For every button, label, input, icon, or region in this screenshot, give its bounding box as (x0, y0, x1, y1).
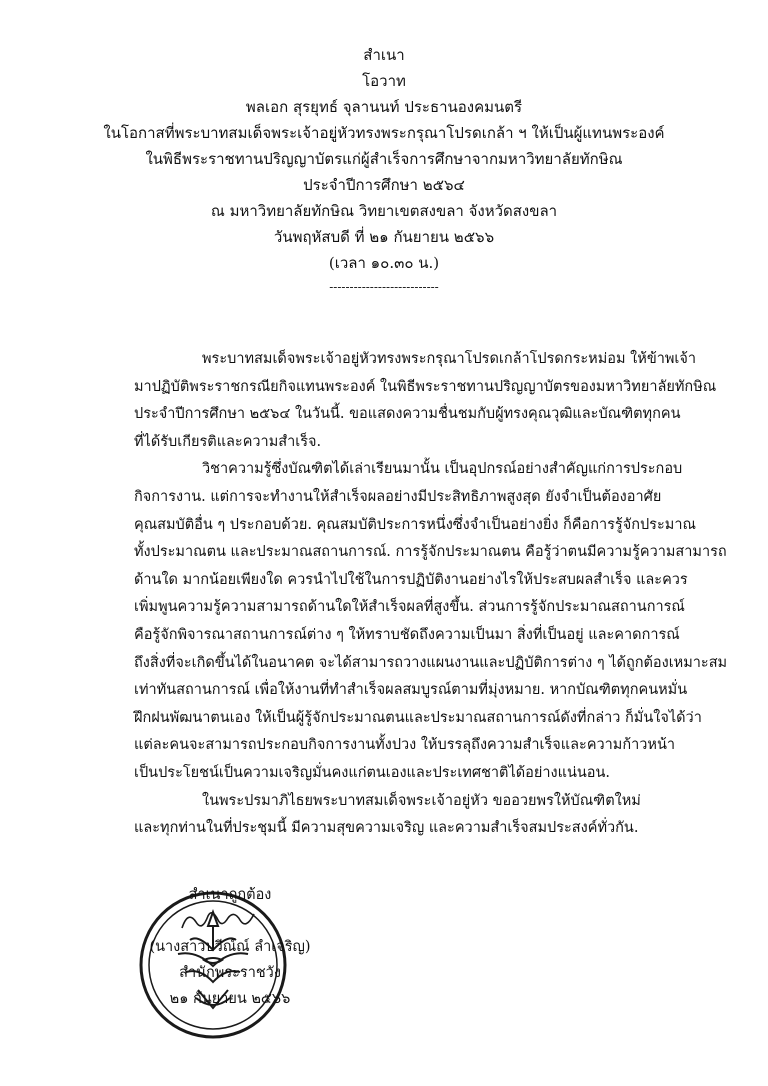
paragraph-line: ที่ได้รับเกียรติและความสำเร็จ. (134, 433, 322, 450)
paragraph-line: เท่าทันสถานการณ์ เพื่อให้งานที่ทำสำเร็จผลสมบูรณ์ตามที่มุ่งหมาย. หากบัณฑิตทุกคนหมั่น (134, 682, 688, 699)
paragraph-line: พระบาทสมเด็จพระเจ้าอยู่หัวทรงพระกรุณาโปรดเกล้าโปรดกระหม่อม ให้ข้าพเจ้า (202, 351, 697, 367)
certification-text (120, 882, 340, 1012)
paragraph-line: ถึงสิ่งที่จะเกิดขึ้นได้ในอนาคต จะได้สามารถวางแผนงานและปฏิบัติการต่าง ๆ ได้ถูกต้องเหมาะสม (134, 654, 728, 671)
paragraph-line: ประจำปีการศึกษา ๒๕๖๔ ในวันนี้. ขอแสดงความชื่นชมกับผู้ทรงคุณวุฒิและบัณฑิตทุกคน (134, 406, 681, 423)
paragraph-line: กิจการงาน. แต่การจะทำงานให้สำเร็จผลอย่างมีประสิทธิภาพสูงสุด ยังจำเป็นต้องอาศัย (134, 488, 662, 505)
header-occasion: ในโอกาสที่พระบาทสมเด็จพระเจ้าอยู่หัวทรงพระกรุณาโปรดเกล้า ฯ ให้เป็นผู้แทนพระองค์ (103, 124, 665, 142)
certifier-name: (นางสาวปวีณ์ณ์ ลำเจริญ) (149, 939, 311, 955)
paragraph-line: ในพระปรมาภิไธยพระบาทสมเด็จพระเจ้าอยู่หัว ขออวยพรให้บัณฑิตใหม่ (202, 792, 641, 809)
paragraph-2 (134, 456, 728, 787)
certification-block (120, 882, 340, 1042)
speech-header (0, 42, 768, 294)
header-speaker: พลเอก สุรยุทธ์ จุลานนท์ ประธานองคมนตรี (245, 98, 523, 116)
paragraph-line: มาปฏิบัติพระราชกรณียกิจแทนพระองค์ ในพิธีพระราชทานปริญญาบัตรของมหาวิทยาลัยทักษิณ (134, 378, 717, 395)
header-date: วันพฤหัสบดี ที่ ๒๑ กันยายน ๒๕๖๖ (273, 228, 495, 246)
paragraph-line: คือรู้จักพิจารณาสถานการณ์ต่าง ๆ ให้ทราบชัดถึงความเป็นมา สิ่งที่เป็นอยู่ และคาดการณ์ (134, 626, 680, 643)
header-divider: --------------------------- (329, 280, 439, 294)
paragraph-line: เป็นประโยชน์เป็นความเจริญมั่นคงแก่ตนเองและประเทศชาติได้อย่างแน่นอน. (134, 764, 611, 781)
certification-date: ๒๑ กันยายน ๒๕๖๖ (169, 991, 291, 1007)
header-ceremony: ในพิธีพระราชทานปริญญาบัตรแก่ผู้สำเร็จการศึกษาจากมหาวิทยาลัยทักษิณ (145, 150, 623, 168)
paragraph-line: ด้านใด มากน้อยเพียงใด ควรนำไปใช้ในการปฏิบัติงานอย่างไรให้ประสบผลสำเร็จ และควร (134, 571, 688, 588)
paragraph-line: ฝึกฝนพัฒนาตนเอง ให้เป็นผู้รู้จักประมาณตนและประมาณสถานการณ์ดังที่กล่าว ก็มั่นใจได้ว่า (134, 709, 702, 726)
header-academic-year: ประจำปีการศึกษา ๒๕๖๔ (303, 176, 465, 194)
paragraph-line: แต่ละคนจะสามารถประกอบกิจการงานทั้งปวง ให้บรรลุถึงความสำเร็จและความก้าวหน้า (134, 737, 676, 754)
certifier-office: สำนักพระราชวัง (179, 965, 281, 981)
paragraph-line: คุณสมบัติอื่น ๆ ประกอบด้วย. คุณสมบัติประการหนึ่งซึ่งจำเป็นอย่างยิ่ง ก็คือการรู้จักประมาณ (134, 516, 696, 533)
header-time: (เวลา ๑๐.๓๐ น.) (328, 254, 440, 272)
paragraph-line: ทั้งประมาณตน และประมาณสถานการณ์. การรู้จักประมาณตน คือรู้ว่าตนมีความรู้ความสามารถ (134, 544, 727, 561)
paragraph-3 (134, 788, 694, 843)
header-speech-label: โอวาท (362, 72, 406, 90)
header-venue: ณ มหาวิทยาลัยทักษิณ วิทยาเขตสงขลา จังหวัดสงขลา (210, 202, 558, 220)
speech-body (134, 346, 728, 843)
paragraph-line: และทุกท่านในที่ประชุมนี้ มีความสุขความเจริญ และความสำเร็จสมประสงค์ทั่วกัน. (134, 820, 639, 837)
header-copy-label: สำเนา (363, 46, 405, 64)
paragraph-line: วิชาความรู้ซึ่งบัณฑิตได้เล่าเรียนมานั้น เป็นอุปกรณ์อย่างสำคัญแก่การประกอบ (202, 461, 683, 478)
signature-space (120, 908, 340, 934)
paragraph-line: เพิ่มพูนความรู้ความสามารถด้านใดให้สำเร็จผลที่สูงขึ้น. ส่วนการรู้จักประมาณสถานการณ์ (134, 599, 685, 616)
certified-copy-label: สำเนาถูกต้อง (188, 887, 272, 903)
paragraph-1 (134, 346, 717, 456)
